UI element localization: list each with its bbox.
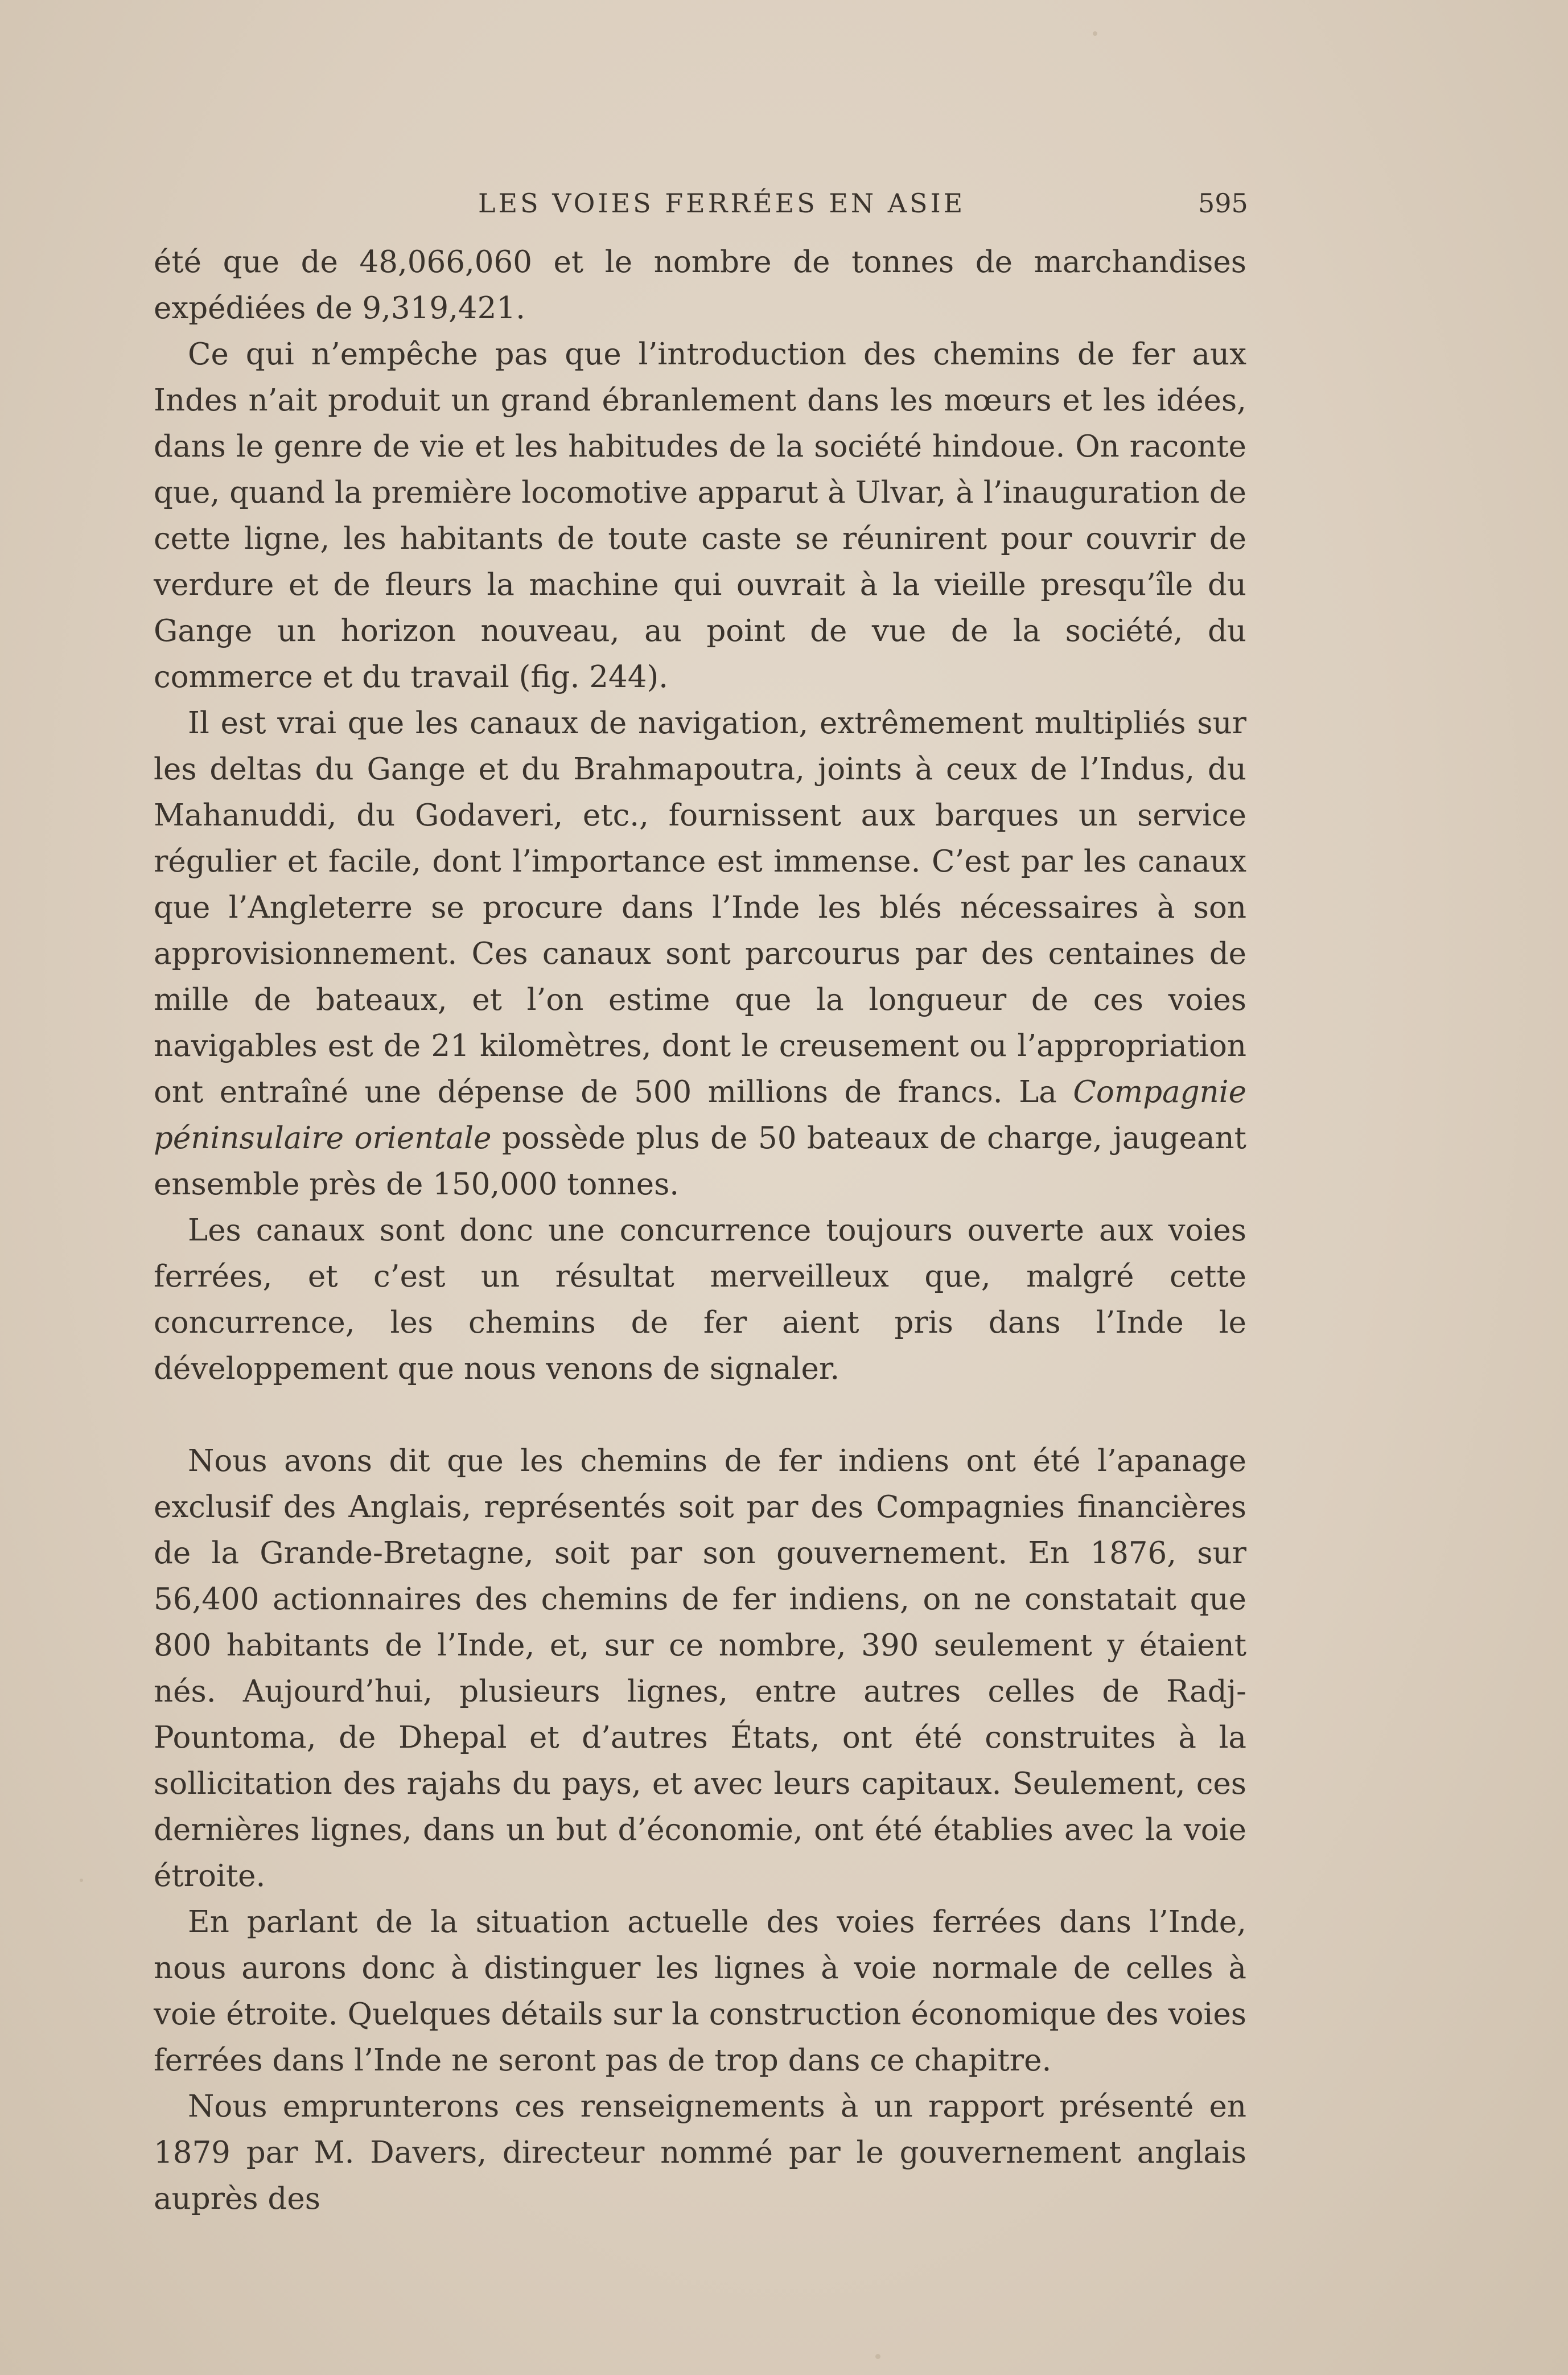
running-title: LES VOIES FERRÉES EN ASIE [478, 188, 966, 219]
paragraph: Nous avons dit que les chemins de fer indiens ont été l’apanage exclusif des Anglais, représentés soit par des Compagnies financières de la Grande-Bretagne, soit par son gouvernement. En 1876, sur 56,400 actionnaires des chemins de fer indiens, on ne constatait que 800 habitants de l’Inde, et, sur ce nombre, 390 seulement y étaient nés. Aujourd’hui, plusieurs lignes, entre autres celles de Radj-Pountoma, de Dhepal et d’autres États, ont été construites à la sollicitation des rajahs du pays, et avec leurs capitaux. Seulement, ces dernières lignes, dans un but d’économie, ont été établies avec la voie étroite. [154, 1444, 1246, 1893]
paragraph: été que de 48,066,060 et le nombre de tonnes de marchandises expédiées de 9,319,421. [154, 245, 1246, 326]
paragraph: En parlant de la situation actuelle des voies ferrées dans l’Inde, nous aurons donc à distinguer les lignes à voie normale de celles à voie étroite. Quelques détails sur la construction économique des voies ferrées dans l’Inde ne seront pas de trop dans ce chapitre. [154, 1905, 1246, 2078]
paragraph: Les canaux sont donc une concurrence toujours ouverte aux voies ferrées, et c’est un résultat merveilleux que, malgré cette concurrence, les chemins de fer aient pris dans l’Inde le développement que nous venons de signaler. [154, 1213, 1246, 1386]
page-number: 595 [1198, 188, 1248, 219]
paper-spot [1093, 31, 1097, 36]
paragraph-text: Il est vrai que les canaux de navigation, extrêmement multipliés sur les deltas du Gange et du Brahmapoutra, joints à ceux de l’Indus, du Mahanuddi, du Godaveri, etc., fournissent aux barques un service régulier et facile, dont l’importance est immense. C’est par les canaux que l’Angleterre se procure dans l’Inde les blés nécessaires à son approvisionnement. Ces canaux sont parcourus par des centaines de mille de bateaux, et l’on estime que la longueur de ces voies navigables est de 21 kilomètres, dont le creusement ou l’appropriation ont entraîné une dépense de 500 millions de francs. La [154, 706, 1246, 1110]
paragraph-text: possède plus de 50 bateaux de charge, jaugeant ensemble près de 150,000 tonnes. [154, 1121, 1246, 1202]
body-text [154, 239, 1246, 2222]
paper-spot [80, 1879, 83, 1882]
company-name-italic: Compagnie péninsulaire orientale [154, 1075, 1246, 1156]
paper-spot [875, 2354, 880, 2359]
running-header [0, 188, 1568, 222]
paragraph: Ce qui n’empêche pas que l’introduction des chemins de fer aux Indes n’ait produit un grand ébranlement dans les mœurs et les idées, dans le genre de vie et les habitudes de la société hindoue. On raconte que, quand la première locomotive apparut à Ulvar, à l’inauguration de cette ligne, les habitants de toute caste se réunirent pour couvrir de verdure et de fleurs la machine qui ouvrait à la vieille presqu’île du Gange un horizon nouveau, au point de vue de la société, du commerce et du travail (fig. 244). [154, 337, 1246, 695]
paragraph [154, 700, 1246, 1207]
paragraph: Nous emprunterons ces renseignements à un rapport présenté en 1879 par M. Davers, directeur nommé par le gouvernement anglais auprès des [154, 2089, 1246, 2216]
